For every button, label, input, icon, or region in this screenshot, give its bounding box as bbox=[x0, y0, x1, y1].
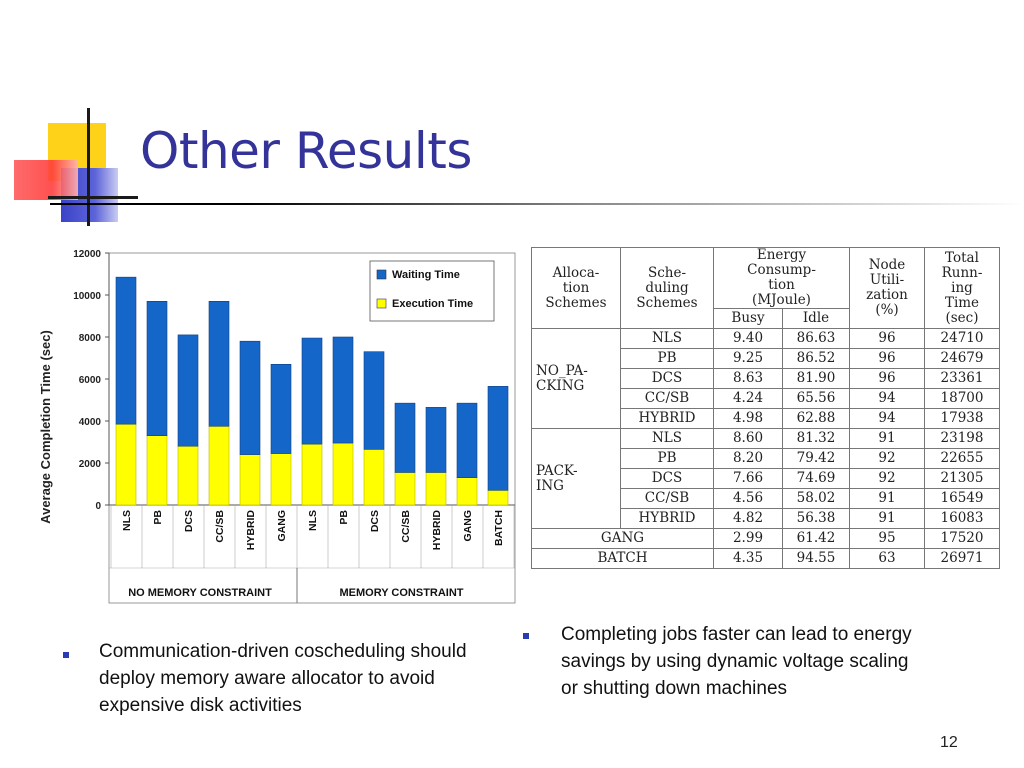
category-label: HYBRID bbox=[245, 510, 257, 551]
scheduling-scheme: BATCH bbox=[532, 549, 714, 569]
completion-time-chart bbox=[32, 242, 518, 606]
bar-execution bbox=[426, 472, 446, 505]
util-value: 96 bbox=[850, 349, 925, 369]
busy-value: 2.99 bbox=[714, 529, 783, 549]
category-label: HYBRID bbox=[431, 510, 443, 551]
energy-table bbox=[531, 247, 1000, 569]
bar-waiting bbox=[426, 407, 446, 472]
y-tick-label: 0 bbox=[95, 501, 101, 512]
category-label: CC/SB bbox=[400, 510, 412, 543]
busy-value: 9.40 bbox=[714, 329, 783, 349]
allocation-scheme: PACK- ING bbox=[532, 429, 621, 529]
bar-execution bbox=[302, 444, 322, 505]
idle-value: 56.38 bbox=[783, 509, 850, 529]
table-row bbox=[532, 549, 1000, 569]
header-total-time: Total Runn- ing Time (sec) bbox=[925, 248, 1000, 329]
util-value: 94 bbox=[850, 389, 925, 409]
y-tick-label: 6000 bbox=[78, 375, 101, 386]
legend-label: Waiting Time bbox=[392, 269, 460, 281]
bar-waiting bbox=[116, 277, 136, 424]
bar-waiting bbox=[333, 337, 353, 443]
bar-execution bbox=[116, 424, 136, 505]
busy-value: 8.63 bbox=[714, 369, 783, 389]
idle-value: 61.42 bbox=[783, 529, 850, 549]
util-value: 96 bbox=[850, 329, 925, 349]
util-value: 96 bbox=[850, 369, 925, 389]
idle-value: 86.63 bbox=[783, 329, 850, 349]
scheduling-scheme: DCS bbox=[621, 469, 714, 489]
bar-execution bbox=[271, 454, 291, 505]
scheduling-scheme: CC/SB bbox=[621, 389, 714, 409]
category-label: GANG bbox=[276, 510, 288, 542]
header-scheduling: Sche- duling Schemes bbox=[621, 248, 714, 329]
decor-horizontal-line bbox=[48, 196, 138, 199]
legend-label: Execution Time bbox=[392, 298, 474, 310]
allocation-scheme: NO_PA- CKING bbox=[532, 329, 621, 429]
idle-value: 79.42 bbox=[783, 449, 850, 469]
bullet-left: Communication-driven coscheduling should deploy memory aware allocator to avoid expensive disk activities bbox=[99, 641, 467, 716]
bar-waiting bbox=[488, 386, 508, 490]
time-value: 24679 bbox=[925, 349, 1000, 369]
bar-execution bbox=[488, 490, 508, 505]
idle-value: 81.32 bbox=[783, 429, 850, 449]
util-value: 94 bbox=[850, 409, 925, 429]
busy-value: 4.82 bbox=[714, 509, 783, 529]
bullet-marker-right bbox=[523, 633, 529, 639]
header-node-util: Node Utili- zation (%) bbox=[850, 248, 925, 329]
idle-value: 65.56 bbox=[783, 389, 850, 409]
y-tick-label: 10000 bbox=[73, 291, 101, 302]
table-row bbox=[532, 429, 1000, 449]
idle-value: 74.69 bbox=[783, 469, 850, 489]
legend-swatch bbox=[377, 299, 386, 308]
time-value: 16083 bbox=[925, 509, 1000, 529]
bar-waiting bbox=[147, 301, 167, 435]
util-value: 91 bbox=[850, 429, 925, 449]
bar-execution bbox=[395, 472, 415, 505]
bar-waiting bbox=[240, 341, 260, 454]
util-value: 92 bbox=[850, 449, 925, 469]
decor-red-square bbox=[14, 160, 78, 200]
time-value: 26971 bbox=[925, 549, 1000, 569]
bar-waiting bbox=[178, 335, 198, 446]
util-value: 91 bbox=[850, 489, 925, 509]
util-value: 91 bbox=[850, 509, 925, 529]
category-label: PB bbox=[338, 510, 350, 525]
idle-value: 86.52 bbox=[783, 349, 850, 369]
busy-value: 4.56 bbox=[714, 489, 783, 509]
scheduling-scheme: PB bbox=[621, 449, 714, 469]
idle-value: 62.88 bbox=[783, 409, 850, 429]
busy-value: 4.35 bbox=[714, 549, 783, 569]
group-label: MEMORY CONSTRAINT bbox=[339, 587, 464, 599]
table-row bbox=[532, 529, 1000, 549]
scheduling-scheme: GANG bbox=[532, 529, 714, 549]
util-value: 95 bbox=[850, 529, 925, 549]
header-allocation: Alloca- tion Schemes bbox=[532, 248, 621, 329]
category-label: PB bbox=[152, 510, 164, 525]
category-label: DCS bbox=[369, 510, 381, 533]
busy-value: 9.25 bbox=[714, 349, 783, 369]
busy-value: 8.60 bbox=[714, 429, 783, 449]
idle-value: 94.55 bbox=[783, 549, 850, 569]
y-tick-label: 8000 bbox=[78, 333, 101, 344]
header-energy: Energy Consump- tion (MJoule) bbox=[714, 248, 850, 309]
time-value: 17938 bbox=[925, 409, 1000, 429]
bar-waiting bbox=[395, 403, 415, 472]
page-number: 12 bbox=[940, 734, 958, 751]
header-busy: Busy bbox=[714, 309, 783, 329]
bar-execution bbox=[457, 478, 477, 505]
bullet-right: Completing jobs faster can lead to energy savings by using dynamic voltage scaling or shutting down machines bbox=[561, 624, 912, 699]
time-value: 24710 bbox=[925, 329, 1000, 349]
category-label: GANG bbox=[462, 510, 474, 542]
bar-execution bbox=[147, 436, 167, 505]
title-underline bbox=[50, 203, 1024, 205]
category-label: BATCH bbox=[493, 510, 505, 546]
util-value: 63 bbox=[850, 549, 925, 569]
bar-execution bbox=[240, 455, 260, 505]
bar-waiting bbox=[364, 352, 384, 450]
category-label: CC/SB bbox=[214, 510, 226, 543]
idle-value: 58.02 bbox=[783, 489, 850, 509]
time-value: 17520 bbox=[925, 529, 1000, 549]
category-label: NLS bbox=[121, 510, 133, 531]
busy-value: 4.24 bbox=[714, 389, 783, 409]
table-row bbox=[532, 329, 1000, 349]
scheduling-scheme: NLS bbox=[621, 429, 714, 449]
scheduling-scheme: CC/SB bbox=[621, 489, 714, 509]
idle-value: 81.90 bbox=[783, 369, 850, 389]
time-value: 23361 bbox=[925, 369, 1000, 389]
scheduling-scheme: NLS bbox=[621, 329, 714, 349]
scheduling-scheme: DCS bbox=[621, 369, 714, 389]
group-label: NO MEMORY CONSTRAINT bbox=[128, 587, 272, 599]
time-value: 18700 bbox=[925, 389, 1000, 409]
time-value: 22655 bbox=[925, 449, 1000, 469]
bar-waiting bbox=[302, 338, 322, 444]
y-tick-label: 4000 bbox=[78, 417, 101, 428]
decor-vertical-line bbox=[87, 108, 90, 226]
bar-execution bbox=[178, 446, 198, 505]
bar-waiting bbox=[271, 364, 291, 453]
legend-swatch bbox=[377, 270, 386, 279]
busy-value: 4.98 bbox=[714, 409, 783, 429]
time-value: 16549 bbox=[925, 489, 1000, 509]
y-tick-label: 2000 bbox=[78, 459, 101, 470]
header-idle: Idle bbox=[783, 309, 850, 329]
bar-waiting bbox=[209, 301, 229, 426]
time-value: 23198 bbox=[925, 429, 1000, 449]
time-value: 21305 bbox=[925, 469, 1000, 489]
bar-waiting bbox=[457, 403, 477, 478]
busy-value: 7.66 bbox=[714, 469, 783, 489]
bar-execution bbox=[209, 426, 229, 505]
scheduling-scheme: HYBRID bbox=[621, 409, 714, 429]
bar-execution bbox=[364, 449, 384, 505]
category-label: DCS bbox=[183, 510, 195, 533]
slide-title: Other Results bbox=[140, 122, 472, 180]
scheduling-scheme: HYBRID bbox=[621, 509, 714, 529]
busy-value: 8.20 bbox=[714, 449, 783, 469]
bar-execution bbox=[333, 443, 353, 505]
table-header-row bbox=[532, 248, 1000, 309]
bullet-marker-left bbox=[63, 652, 69, 658]
scheduling-scheme: PB bbox=[621, 349, 714, 369]
chart-legend bbox=[370, 261, 494, 321]
y-tick-label: 12000 bbox=[73, 249, 101, 260]
y-axis-label: Average Completion Time (sec) bbox=[38, 330, 53, 524]
util-value: 92 bbox=[850, 469, 925, 489]
category-label: NLS bbox=[307, 510, 319, 531]
